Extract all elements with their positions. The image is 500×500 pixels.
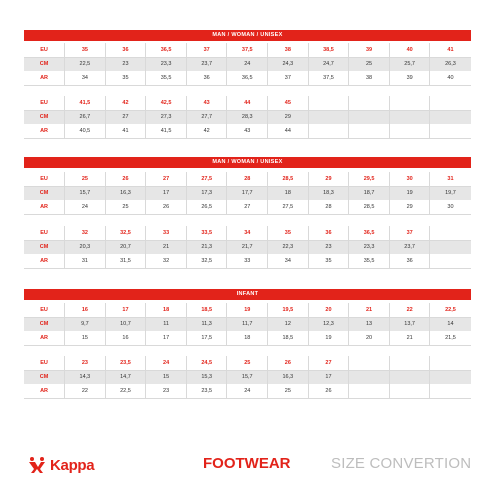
row-label: EU: [24, 43, 65, 57]
size-cell: 23,7: [389, 240, 430, 254]
size-cell: 28: [308, 200, 349, 214]
size-cell: 27: [146, 172, 187, 186]
size-table-adult-2a: [24, 172, 471, 215]
size-row-cm: [24, 370, 471, 384]
size-cell: 13: [349, 317, 390, 331]
size-row-cm: [24, 240, 471, 254]
size-cell: 35,5: [146, 71, 187, 85]
size-cell: 21,5: [430, 331, 471, 345]
size-cell: 21: [146, 240, 187, 254]
size-cell: 29: [308, 172, 349, 186]
size-cell: 23,5: [105, 356, 146, 370]
size-cell: 37,5: [308, 71, 349, 85]
size-cell: 31: [430, 172, 471, 186]
row-label: AR: [24, 71, 65, 85]
size-cell: 24: [146, 356, 187, 370]
size-row-eu: [24, 303, 471, 317]
size-cell: 17,5: [186, 331, 227, 345]
row-label: EU: [24, 172, 65, 186]
size-cell: 32: [146, 254, 187, 268]
size-cell: 34: [65, 71, 106, 85]
size-cell: 38: [349, 71, 390, 85]
size-cell: 37: [389, 226, 430, 240]
size-cell: 40: [430, 71, 471, 85]
size-cell: 29,5: [349, 172, 390, 186]
size-cell: 25: [105, 200, 146, 214]
brand-name: Kappa: [50, 456, 95, 474]
size-cell: [430, 370, 471, 384]
size-cell: 22: [389, 303, 430, 317]
size-cell: 31: [65, 254, 106, 268]
size-cell: 17: [146, 186, 187, 200]
row-label: EU: [24, 356, 65, 370]
size-cell: 42: [186, 124, 227, 138]
size-cell: [349, 370, 390, 384]
size-cell: 42: [105, 96, 146, 110]
size-cell: 18,7: [349, 186, 390, 200]
size-cell: 36: [389, 254, 430, 268]
row-label: EU: [24, 226, 65, 240]
size-cell: 44: [268, 124, 309, 138]
size-cell: 38,5: [308, 43, 349, 57]
size-cell: 37: [268, 71, 309, 85]
size-table-adult-1a: [24, 43, 471, 86]
size-cell: 10,7: [105, 317, 146, 331]
size-cell: 21: [349, 303, 390, 317]
size-cell: [389, 384, 430, 398]
row-label: CM: [24, 57, 65, 71]
row-label: AR: [24, 331, 65, 345]
size-cell: 17,3: [186, 186, 227, 200]
size-cell: 36: [308, 226, 349, 240]
size-row-eu: [24, 43, 471, 57]
size-cell: 19: [227, 303, 268, 317]
size-row-ar: [24, 200, 471, 214]
row-label: CM: [24, 370, 65, 384]
row-label: AR: [24, 200, 65, 214]
size-cell: 16,3: [105, 186, 146, 200]
size-cell: 34: [268, 254, 309, 268]
size-cell: 17: [308, 370, 349, 384]
row-label: AR: [24, 384, 65, 398]
size-cell: 15: [146, 370, 187, 384]
size-cell: 23,7: [186, 57, 227, 71]
section-header-adult-1: MAN / WOMAN / UNISEX: [24, 30, 471, 41]
section-header-adult-2: MAN / WOMAN / UNISEX: [24, 157, 471, 168]
size-cell: 32,5: [105, 226, 146, 240]
size-cell: 29: [268, 110, 309, 124]
size-cell: 35: [308, 254, 349, 268]
size-table-adult-2b: [24, 226, 471, 269]
size-row-cm: [24, 186, 471, 200]
size-cell: 37,5: [227, 43, 268, 57]
size-cell: 30: [430, 200, 471, 214]
size-cell: 12: [268, 317, 309, 331]
row-label: CM: [24, 186, 65, 200]
row-label: CM: [24, 317, 65, 331]
size-cell: [389, 96, 430, 110]
size-cell: 21,7: [227, 240, 268, 254]
size-cell: 23: [308, 240, 349, 254]
size-cell: 17: [146, 331, 187, 345]
size-cell: 45: [268, 96, 309, 110]
size-cell: 30: [389, 172, 430, 186]
size-cell: 26: [146, 200, 187, 214]
size-row-ar: [24, 124, 471, 138]
size-cell: 17: [105, 303, 146, 317]
size-cell: 18: [268, 186, 309, 200]
size-cell: 33: [227, 254, 268, 268]
size-cell: [430, 110, 471, 124]
size-cell: 9,7: [65, 317, 106, 331]
size-table-infant-a: [24, 303, 471, 346]
size-cell: 33: [146, 226, 187, 240]
size-cell: 15,3: [186, 370, 227, 384]
size-cell: 26,7: [65, 110, 106, 124]
size-cell: [430, 254, 471, 268]
footer-title: FOOTWEAR: [203, 455, 291, 472]
size-cell: 20: [349, 331, 390, 345]
size-cell: 35: [105, 71, 146, 85]
size-cell: 14: [430, 317, 471, 331]
size-cell: 25,7: [389, 57, 430, 71]
size-cell: 16,3: [268, 370, 309, 384]
size-cell: 27,7: [186, 110, 227, 124]
row-label: EU: [24, 303, 65, 317]
size-cell: 22,3: [268, 240, 309, 254]
size-cell: 11,3: [186, 317, 227, 331]
size-cell: 23: [65, 356, 106, 370]
size-cell: 27,3: [146, 110, 187, 124]
size-cell: 41,5: [65, 96, 106, 110]
size-cell: 14,7: [105, 370, 146, 384]
kappa-logo: [26, 456, 94, 474]
size-row-ar: [24, 331, 471, 345]
size-cell: [430, 96, 471, 110]
size-cell: [349, 124, 390, 138]
size-cell: 11: [146, 317, 187, 331]
size-cell: [389, 356, 430, 370]
size-cell: 36,5: [349, 226, 390, 240]
size-row-eu: [24, 96, 471, 110]
size-cell: 18,5: [186, 303, 227, 317]
size-cell: [349, 96, 390, 110]
size-cell: 18: [146, 303, 187, 317]
size-cell: 19,7: [430, 186, 471, 200]
size-cell: 12,3: [308, 317, 349, 331]
size-cell: 23: [146, 384, 187, 398]
size-cell: 25: [227, 356, 268, 370]
size-cell: 19: [308, 331, 349, 345]
size-cell: 18,5: [268, 331, 309, 345]
size-cell: 27,5: [268, 200, 309, 214]
size-cell: 22,5: [105, 384, 146, 398]
size-cell: 25: [268, 384, 309, 398]
size-cell: 22: [65, 384, 106, 398]
size-cell: 32,5: [186, 254, 227, 268]
size-cell: 27,5: [186, 172, 227, 186]
size-cell: 22,5: [430, 303, 471, 317]
footer-subtitle: SIZE CONVERTION: [331, 455, 472, 472]
row-label: AR: [24, 124, 65, 138]
size-cell: 27: [227, 200, 268, 214]
size-cell: 19,5: [268, 303, 309, 317]
size-cell: 24,7: [308, 57, 349, 71]
size-cell: [430, 226, 471, 240]
size-row-eu: [24, 226, 471, 240]
size-cell: 36,5: [146, 43, 187, 57]
size-cell: 13,7: [389, 317, 430, 331]
size-cell: 16: [105, 331, 146, 345]
size-cell: 41,5: [146, 124, 187, 138]
size-cell: 28: [227, 172, 268, 186]
size-cell: [308, 96, 349, 110]
size-cell: 24,5: [186, 356, 227, 370]
size-row-ar: [24, 71, 471, 85]
size-row-eu: [24, 356, 471, 370]
size-cell: 23: [105, 57, 146, 71]
size-cell: 21: [389, 331, 430, 345]
size-table-adult-1b: [24, 96, 471, 139]
size-cell: 20,7: [105, 240, 146, 254]
size-cell: 28,5: [268, 172, 309, 186]
size-cell: 23,3: [349, 240, 390, 254]
size-cell: 15,7: [227, 370, 268, 384]
size-cell: 23,5: [186, 384, 227, 398]
size-cell: 41: [430, 43, 471, 57]
size-cell: [349, 384, 390, 398]
size-cell: [389, 370, 430, 384]
size-cell: 26: [308, 384, 349, 398]
size-cell: [349, 110, 390, 124]
size-cell: [430, 124, 471, 138]
size-cell: 35: [268, 226, 309, 240]
size-cell: 25: [65, 172, 106, 186]
size-row-ar: [24, 384, 471, 398]
size-cell: 24: [227, 384, 268, 398]
size-cell: 35: [65, 43, 106, 57]
size-cell: [349, 356, 390, 370]
size-cell: 28,3: [227, 110, 268, 124]
size-cell: 36,5: [227, 71, 268, 85]
size-cell: 29: [389, 200, 430, 214]
size-cell: [430, 384, 471, 398]
size-cell: 28,5: [349, 200, 390, 214]
size-cell: 22,5: [65, 57, 106, 71]
size-cell: 34: [227, 226, 268, 240]
size-cell: 18,3: [308, 186, 349, 200]
size-cell: 15: [65, 331, 106, 345]
section-header-infant: INFANT: [24, 289, 471, 300]
size-cell: 33,5: [186, 226, 227, 240]
size-cell: 25: [349, 57, 390, 71]
size-cell: 24,3: [268, 57, 309, 71]
size-cell: 17,7: [227, 186, 268, 200]
size-cell: 35,5: [349, 254, 390, 268]
row-label: CM: [24, 110, 65, 124]
size-cell: 15,7: [65, 186, 106, 200]
row-label: AR: [24, 254, 65, 268]
size-cell: 40,5: [65, 124, 106, 138]
size-cell: 36: [186, 71, 227, 85]
size-cell: 18: [227, 331, 268, 345]
size-cell: 26,5: [186, 200, 227, 214]
size-cell: 27: [308, 356, 349, 370]
size-cell: 40: [389, 43, 430, 57]
size-cell: 44: [227, 96, 268, 110]
row-label: EU: [24, 96, 65, 110]
size-cell: 36: [105, 43, 146, 57]
size-cell: 20: [308, 303, 349, 317]
size-cell: [308, 124, 349, 138]
size-cell: 39: [349, 43, 390, 57]
size-cell: 32: [65, 226, 106, 240]
size-cell: [308, 110, 349, 124]
size-cell: 21,3: [186, 240, 227, 254]
size-cell: 20,3: [65, 240, 106, 254]
size-cell: 43: [186, 96, 227, 110]
size-cell: [430, 240, 471, 254]
size-cell: 37: [186, 43, 227, 57]
size-cell: 26,3: [430, 57, 471, 71]
size-cell: [389, 110, 430, 124]
size-cell: [389, 124, 430, 138]
size-cell: 39: [389, 71, 430, 85]
kappa-omini-icon: [26, 456, 48, 474]
size-row-ar: [24, 254, 471, 268]
size-cell: 27: [105, 110, 146, 124]
size-cell: 24: [65, 200, 106, 214]
size-row-cm: [24, 317, 471, 331]
size-cell: 43: [227, 124, 268, 138]
size-cell: 11,7: [227, 317, 268, 331]
size-row-eu: [24, 172, 471, 186]
size-cell: 14,3: [65, 370, 106, 384]
size-cell: 41: [105, 124, 146, 138]
size-cell: 26: [105, 172, 146, 186]
size-cell: 42,5: [146, 96, 187, 110]
size-table-infant-b: [24, 356, 471, 399]
size-cell: 23,3: [146, 57, 187, 71]
size-cell: 38: [268, 43, 309, 57]
size-cell: 16: [65, 303, 106, 317]
size-cell: 24: [227, 57, 268, 71]
size-cell: 31,5: [105, 254, 146, 268]
size-cell: 19: [389, 186, 430, 200]
size-cell: [430, 356, 471, 370]
row-label: CM: [24, 240, 65, 254]
size-row-cm: [24, 57, 471, 71]
size-cell: 26: [268, 356, 309, 370]
size-row-cm: [24, 110, 471, 124]
